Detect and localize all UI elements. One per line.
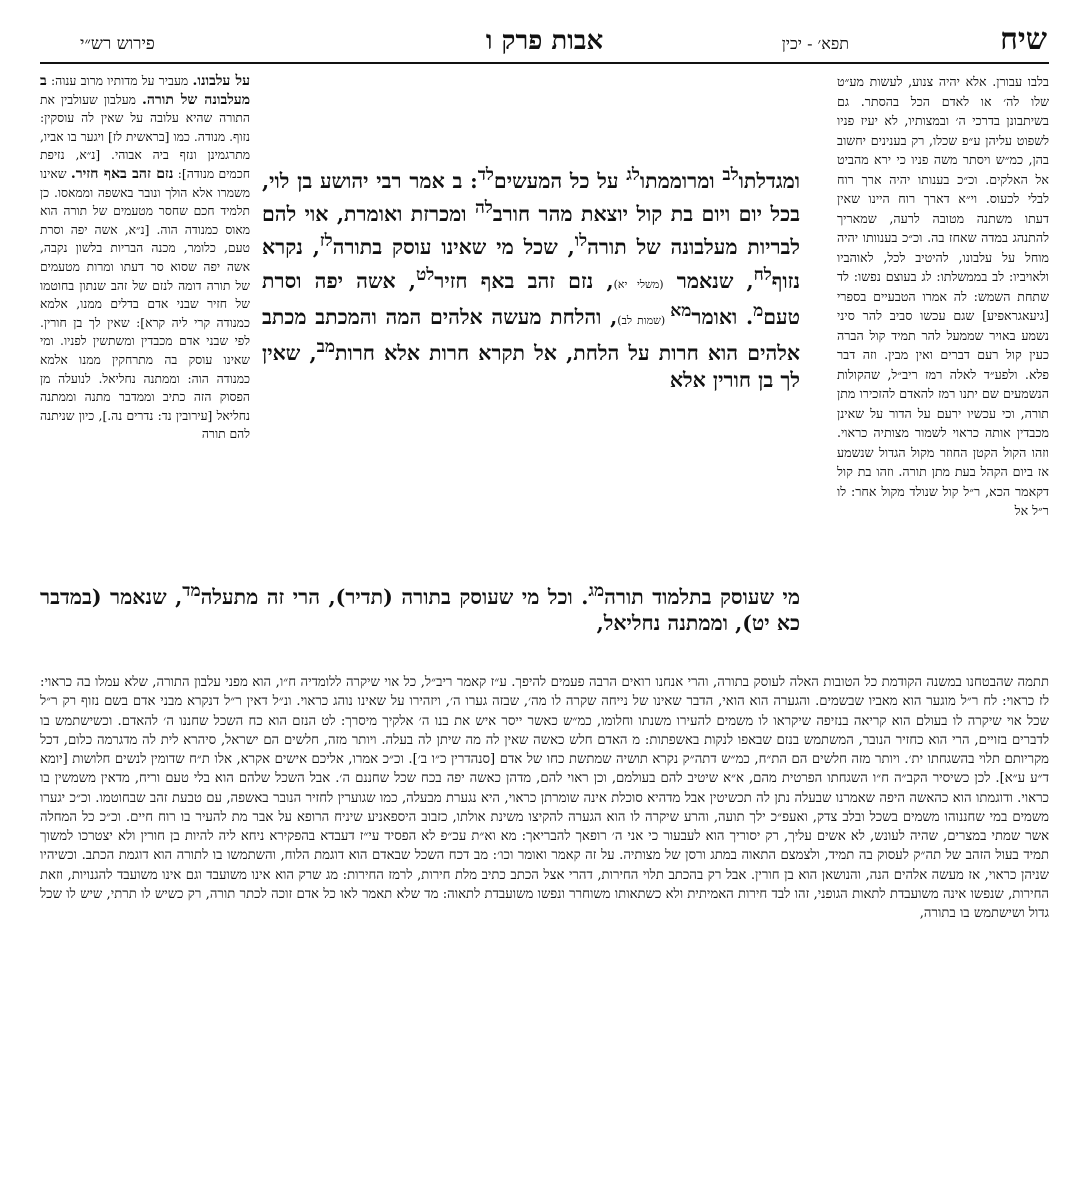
mishna-segment: , שכל מי שאינו עוסק בתורה bbox=[332, 235, 575, 260]
footnote-marker: לו bbox=[574, 231, 588, 252]
verse-source: (משלי יא) bbox=[613, 277, 664, 291]
mishna-segment: על כל המעשים bbox=[493, 168, 627, 193]
footnote-marker: לט bbox=[415, 264, 435, 285]
mishna-segment: , שאין לך בן חורין אלא bbox=[262, 341, 800, 393]
mishna-segment: ומרוממתו bbox=[639, 168, 723, 193]
mishna-segment: ומכרזת ואומרת, אוי להם לבריות מעלבונה של תורה bbox=[262, 202, 800, 260]
mishna-segment: , נקרא נזוף bbox=[262, 235, 800, 293]
verse-source: (שמות לב) bbox=[617, 313, 671, 327]
footnote-marker: לח bbox=[753, 264, 772, 285]
mishna-segment: מי שעוסק בתלמוד תורה bbox=[604, 584, 800, 609]
mishna-segment: , שנאמר bbox=[101, 584, 183, 609]
page-number: שיח bbox=[1000, 22, 1047, 57]
rashi-gloss: מעביר על מדותיו מרוב ענוה: bbox=[51, 74, 189, 88]
footnote-marker: מא bbox=[670, 300, 692, 321]
rashi-text bbox=[40, 72, 250, 444]
tiferet-yisrael-text: בלבו עבורן. אלא יהיה צנוע, לעשות מע״ט שלו לה׳ או לאדם הכל בהסתר. גם בשיתבונן בדרכי ה׳ ובמצותיו, לא יעיז פניו לשפוט עליהן ע״פ שכלו, רק בענינים יחשוב בהן, כמ״ש ויסתר משה פניו כי ירא מהביט אל האלקים. וכ״כ בענותו יהיה ארך רוח לבלי לכעוס. וי״א דארך רוח היינו שאין דעתו משתנה מטובה לרעה, שמאריך להתנהג במדה שאחז בה. וכ״כ בענוותו יהיה מוחל על עלבונו, להיטיב לכל, לאוהביו ולאויביו: לב בממשלתו: לג בעוצם נפשו: לד שתחת השמש: לה אמרו הטבעיים בספרי [גיעאגראפיע] שגם עכשו סביב להר סיני נשמע באויר שממעל להר תמיד קול הברה כעין קול רעם דברים ואין מבין. וזה דבר פלא. ולפע״ד לאלה רמז ריב״ל, שהקולות הנשמעים שם יתנו רמז להאדם להזכירו מתן תורה, וכי עכשיו ירעם על הדור על שאינן מכבדין אותה כראוי לשמור מצותיה כראוי. וזהו הקול הקטן החוזר מקול הגדול שנשמע אז ביום הקהל בעת מתן תורה. וזהו בת קול דקאמר הכא, ר״ל קול שנולד מקול אחר: לו ר״ל אל bbox=[837, 74, 1049, 518]
footnote-marker: לז bbox=[319, 231, 333, 252]
footnote-marker: מד bbox=[182, 581, 201, 601]
footnote-marker: מג bbox=[588, 581, 605, 601]
rashi-gloss: שאינו משמרו אלא הולך ונובר באשפה וממאסו. כן תלמיד חכם שחסר מטעמים של תורה הוא מאוס כמנודה הוה. [נ״א, אשה יפה וסרת טעם, כלומר, מכנה הבריות בלשון נקבה, אשה יפה שסוא סר דעתו ומרות מטעמים של תורה דומה לנזם של זהב שנתון בחוטמו של חזיר שבני אדם בדלים ממנו, אלמא כמנודה קרי ליה קרא]: שאין לך בן חורין. לפי שבני אדם מכבדין ומשתשין לפניו. ומי שאינו עוסק בה מתרחקין ממנו אלמא כמנודה הוה: וממתנה נחליאל. לנועלה מן הפסוק הזה כתיב וממדבר מתנה וממתנה נחליאל [עירובין נד: נדרים נה.], כיון שניתנה להם תורה bbox=[40, 166, 250, 442]
rashi-lemma: נזם זהב באף חזיר. bbox=[70, 165, 174, 182]
footnote-marker: מב bbox=[316, 337, 335, 358]
mishna-segment: , נזם זהב באף חזיר bbox=[434, 268, 614, 293]
mishna-segment: . וכל מי שעוסק בתורה (תדיר), הרי זה מתעלה bbox=[200, 584, 589, 609]
mishna-segment: , שנאמר bbox=[663, 268, 754, 293]
commentary-range: תפא׳ - יכין bbox=[781, 34, 849, 53]
mishna-segment: , והלחת מעשה אלהים המה והמכתב מכתב אלהים הוא חרות על הלחת, אל תקרא חרות אלא חרות bbox=[262, 304, 800, 365]
bottom-commentary-text: תתמה שהבטחנו במשנה הקודמת כל הטובות האלה לעוסק בתורה, והרי אנחנו רואים הרבה פעמים להיפך. ע״ז קאמר ריב״ל, כל אוי שיקרה ללומדיה ח״ו, הוא מפני עלבון התורה, שלא עמלו בה כראוי: לז כראוי: לח ר״ל מוגער הוא מאביו שבשמים. והגערה הוא הואי, הדבר שאינו של נייחה שקרה לו מה׳, שבזה גערו ה׳, ויזהירו על שאינו נוהג כראוי. ונ״ל דאין ר״ל דנקרא מבני אדם בשם נזוף רק ר״ל שכל אוי שיקרה לו בעולם הוא קריאה בנזיפה שיקראו לו משמים להעירו משנתו וחלומו, כמ״ש כאשר ייסר איש את בנו ה׳ אלקיך מיסרך: לט הנזם הוא כח השכל שחננו ה׳ להאדם. וכשישתמש בו לדברים בזויים, הרי הוא כחזיר הנובר, המשתמש בנזם שבאפו לנקות באשפתות: מ האדם חלש כאשה שאין לה מה שיתן לה בעלה. ויותר מזה, חלשים הם ישראל, סיהרא לית לה מדגרמה כלום, דכל מקריותם תלוי בהשגחתו ית׳. ויותר מזה חלשים הם הת״ח, כמ״ש דתה״ק נקרא תושיה שמתשת כחו של אדם [סנהדרין כ״ו ב׳]. וכ״כ אמרו, אליכם אישים אקרא, אלו ת״ח שדומין לנשים חלושות [יומא ד״ע ע״א]. לכן כשיסיר הקב״ה ח״ו השגחתו הפרטית מהם, א״א שיטיב להם בעולמם, וכן ראוי להם, מדהן כאשה יפה בכח שכל שחננם ה׳. אבל השכל שלהם הוא בלי טעם וריח, מדאין משמשין בו כראוי. ודוגמתו הוא כהאשה היפה שאמרנו שבעלה נתן לה תכשיטין אבל מדהיא סוכלת אינה שומרתן כראוי, היא נגערת מבעלה, כמו שגוערין לחזיר הנובר באשפה, עם טבעת זהב שבחוטמו. וכ״כ יגערו משמים במי שחננוהו משמים בשכל ובלב צדק, ואעפ״כ ילך תועה, והרע שיקרה לו הוא הגערה להקיצו משינת אולתו, כזבוב היספאניע שיניח הרופא על אבר מת להעיר בו רוח חיים. וכ״כ כל המחלה אשר שמתי במצרים, שהיה לעונש, לא אשים עליך, רק יסוריך הוא לעבעור כי אני ה׳ רופאך להבריאך: מא וא״ת עכ״פ לא הפסיד עי״ז דעבדא בהפקירא ניחא ליה להיות בן חורין ולא יצטרכו למשוך תמיד בעול הזהב של תה״ק לעסוק בה תמיד, ולצמצם התאוה במתג ורסן של מצותיה. על זה קאמר ואומר וכו׳: מב דכח השכל שבאדם הוא דוגמת הלוח, והשתמשו בו לתורה הוא דוגמת הכתב. וכשיהיו שניהן כראוי, אז מעשה אלהים הנה, והנושאן הוא בן חורין. אבל רק בהכתב תלוי החירות, דהרי אצל הכתב כתיב מלת חירות, לרמז החירות: מג שרק הוא אינו משועבד וגם אינו משועבד להגנויות, וזאת החירות, שנפשו אינה משועבדת לתאות הגופני, זהו לבד חירות האמיתית ולא כשתאותו משוחרר ונפשו משועבדת לתאוה: מד שלא תאמר לאו כל אדם זוכה לכתר תורה, רק כשיש לו תרתי, שיש לו שכל גדול ושישתמש בו בתורה, bbox=[40, 675, 1049, 922]
footnote-marker: לב bbox=[722, 165, 739, 185]
bottom-commentary bbox=[40, 660, 1049, 1130]
mishna-text bbox=[262, 162, 800, 578]
mishna-continuation bbox=[40, 578, 800, 656]
mishna-segment: : ב אמר רבי יהושע בן לוי, בכל יום ויום בת קול יוצאת מהר חורב bbox=[262, 168, 800, 227]
mishna-segment: ומגדלתו bbox=[738, 168, 800, 193]
running-header bbox=[40, 22, 1049, 58]
page-title: אבות פרק ו bbox=[485, 26, 604, 56]
verse-source: (במדבר כא יט) bbox=[40, 584, 800, 635]
mishna-segment: . ואומר bbox=[691, 304, 754, 329]
rashi-lemma: על עלבונו. bbox=[192, 73, 250, 89]
mishna-segment: , אשה יפה וסרת טעם bbox=[262, 268, 800, 329]
footnote-marker: מ bbox=[753, 300, 764, 321]
commentary-name: פירוש רש״י bbox=[80, 34, 155, 54]
rashi-lemma: ב מעלבונה של תורה. bbox=[40, 73, 250, 108]
footnote-marker: לד bbox=[477, 165, 494, 185]
rashi-gloss: מעלבון שעולבין את התורה שהיא עלובה על שאין לה עוסקין: נזוף. מנודה. כמו [בראשית לז] ויגער בו אביו, מתרגמינן ונזף ביה אבוהי. [נ״א, נזיפת חכמים מנודה]: bbox=[40, 92, 250, 181]
rashi-column bbox=[40, 72, 250, 612]
mishna-segment: , וממתנה נחליאל, bbox=[596, 610, 743, 635]
footnote-marker: לה bbox=[474, 198, 493, 219]
footnote-marker: לג bbox=[626, 165, 640, 185]
header-rule bbox=[40, 62, 1049, 64]
tiferet-yisrael-column bbox=[837, 72, 1049, 654]
